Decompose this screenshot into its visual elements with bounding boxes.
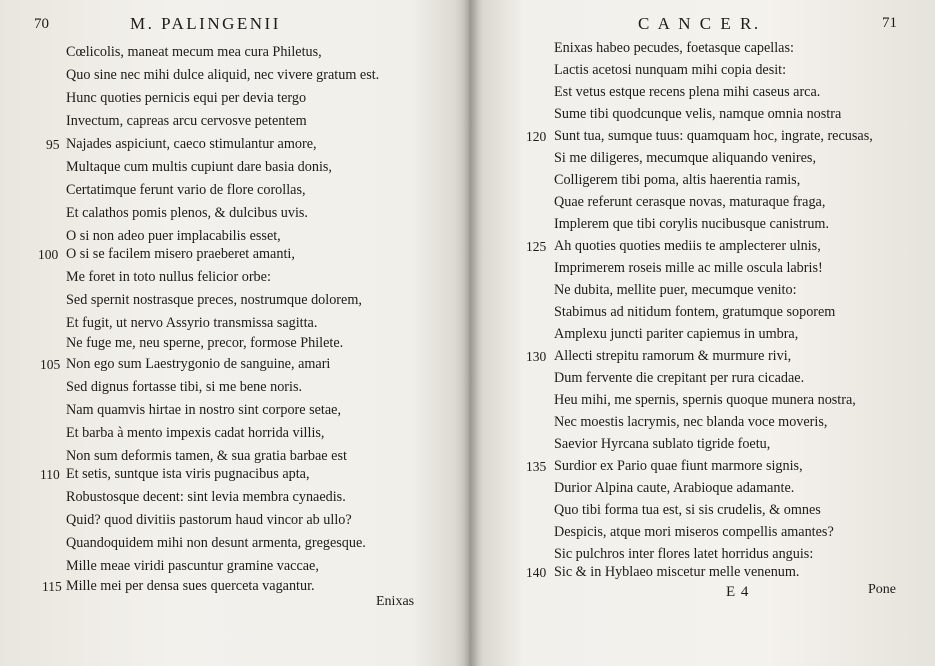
verse-line: Cœlicolis, maneat mecum mea cura Philetus, [66, 44, 322, 60]
verse-line: Sic pulchros inter flores latet horridus anguis: [554, 546, 814, 562]
verse-line: Ne dubita, mellite puer, mecumque venito: [554, 282, 797, 298]
verse-line: O si se facilem misero praeberet amanti, [66, 246, 295, 262]
verse-line: Mille meae viridi pascuntur gramine vaccae, [66, 558, 319, 574]
verse-line: Quandoquidem mihi non desunt armenta, gregesque. [66, 535, 366, 551]
catchword: Pone [868, 582, 896, 597]
verse-line: Despicis, atque mori miseros compellis amantes? [554, 524, 834, 540]
verse-line: Surdior ex Pario quae fiunt marmore signis, [554, 458, 803, 474]
verse-line: Sed spernit nostrasque preces, nostrumque dolorem, [66, 292, 362, 308]
verse-line: Ah quoties quoties mediis te amplecterer ulnis, [554, 238, 821, 254]
verse-line: Saevior Hyrcana sublato tigride foetu, [554, 436, 771, 452]
verse-line: Mille mei per densa sues querceta vagantur. [66, 578, 315, 594]
verse-line: Quae referunt cerasque novas, maturaque fraga, [554, 194, 826, 210]
left-folio: 70 [34, 16, 49, 32]
verse-line: Me foret in toto nullus felicior orbe: [66, 269, 271, 285]
verse-line: Si me diligeres, mecumque aliquando venires, [554, 150, 817, 166]
line-number: 120 [526, 129, 547, 144]
verse-line: Najades aspiciunt, caeco stimulantur amore, [66, 136, 317, 152]
verse-line: Ne fuge me, neu sperne, precor, formose Philete. [66, 335, 344, 351]
verse-line: Et setis, suntque ista viris pugnacibus apta, [66, 466, 310, 482]
verse-line: Et fugit, ut nervo Assyrio transmissa sagitta. [66, 315, 318, 331]
verse-line: Sume tibi quodcunque velis, namque omnia nostra [554, 106, 842, 122]
right-page [470, 0, 935, 666]
verse-line: O si non adeo puer implacabilis esset, [66, 228, 281, 244]
verse-line: Imprimerem roseis mille ac mille oscula labris! [554, 260, 823, 276]
verse-line: Multaque cum multis cupiunt dare basia donis, [66, 159, 332, 175]
verse-line: Heu mihi, me spernis, spernis quoque munera nostra, [554, 392, 856, 408]
verse-line: Quo sine nec mihi dulce aliquid, nec vivere gratum est. [66, 67, 380, 83]
line-number: 125 [526, 239, 547, 254]
verse-line: Lactis acetosi nunquam mihi copia desit: [554, 62, 787, 78]
verse-line: Sunt tua, sumque tuus: quamquam hoc, ingrate, recusas, [554, 128, 873, 144]
verse-line: Non ego sum Laestrygonio de sanguine, amari [66, 356, 331, 372]
right-folio: 71 [882, 15, 897, 31]
verse-line: Non sum deformis tamen, & sua gratia barbae est [66, 448, 347, 464]
verse-line: Dum fervente die crepitant per rura cicadae. [554, 370, 805, 386]
line-number: 115 [42, 579, 62, 594]
line-number: 140 [526, 565, 547, 580]
line-number: 100 [38, 247, 59, 262]
verse-line: Enixas habeo pecudes, foetasque capellas: [554, 40, 794, 56]
verse-line: Quid? quod divitiis pastorum haud vincor ab ullo? [66, 512, 352, 528]
verse-line: Quo tibi forma tua est, si sis crudelis, & omnes [554, 502, 821, 518]
verse-line: Est vetus estque recens plena mihi caseus arca. [554, 84, 821, 100]
verse-line: Hunc quoties pernicis equi per devia tergo [66, 90, 307, 106]
verse-line: Nam quamvis hirtae in nostro sint corpore setae, [66, 402, 342, 418]
verse-line: Et barba à mento impexis cadat horrida villis, [66, 425, 325, 441]
line-number: 95 [46, 137, 60, 152]
verse-line: Durior Alpina caute, Arabioque adamante. [554, 480, 795, 496]
verse-line: Sic & in Hyblaeo miscetur melle venenum. [554, 564, 800, 580]
left-page [0, 0, 466, 666]
catchword: Enixas [376, 594, 415, 609]
verse-line: Certatimque ferunt vario de flore corollas, [66, 182, 306, 198]
verse-line: Implerem que tibi corylis nucibusque canistrum. [554, 216, 830, 232]
line-number: 105 [40, 357, 61, 372]
verse-line: Robustosque decent: sint levia membra cynaedis. [66, 489, 346, 505]
verse-line: Stabimus ad nitidum fontem, gratumque soporem [554, 304, 836, 320]
line-number: 135 [526, 459, 547, 474]
line-number: 110 [40, 467, 60, 482]
verse-line: Nec moestis lacrymis, nec blanda voce moveris, [554, 414, 828, 430]
right-running-head: C A N C E R. [638, 14, 761, 33]
verse-line: Amplexu juncti pariter capiemus in umbra, [554, 326, 799, 342]
line-number: 130 [526, 349, 547, 364]
verse-line: Sed dignus fortasse tibi, si me bene noris. [66, 379, 303, 395]
verse-line: Colligerem tibi poma, altis haerentia ramis, [554, 172, 801, 188]
signature-mark: E 4 [726, 584, 750, 600]
left-running-head: M. PALINGENII [130, 14, 281, 33]
verse-line: Allecti strepitu ramorum & murmure rivi, [554, 348, 792, 364]
verse-line: Invectum, capreas arcu cervosve petentem [66, 113, 307, 129]
verse-line: Et calathos pomis plenos, & dulcibus uvis. [66, 205, 308, 221]
